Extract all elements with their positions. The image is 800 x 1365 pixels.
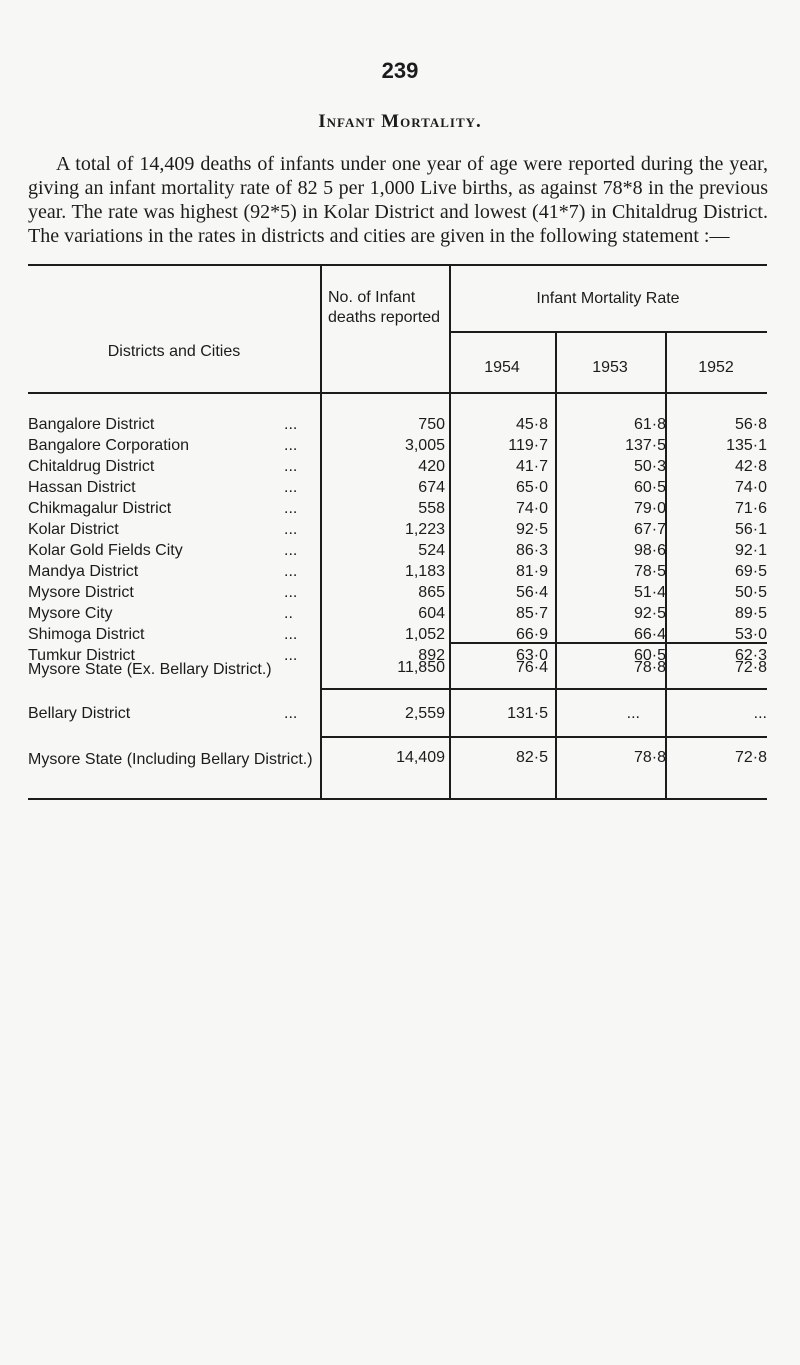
deaths-value: 1,183 — [404, 563, 445, 580]
intro-paragraph — [28, 152, 768, 248]
state-ex-bellary-name: Mysore State (Ex. Bellary District.) — [28, 661, 272, 678]
rate-1954: 74·0 — [515, 500, 548, 517]
rate-1952: 89·5 — [734, 605, 767, 622]
district-name: Shimoga District — [28, 626, 145, 643]
rate-1952: 72·8 — [734, 749, 767, 766]
leader-dots: ... — [284, 458, 298, 475]
rate-1954: 92·5 — [515, 521, 548, 538]
deaths-value: 892 — [418, 647, 445, 664]
rate-1954: 86·3 — [515, 542, 548, 559]
header-1954: 1954 — [484, 359, 520, 376]
leader-dots: ... — [284, 563, 298, 580]
leader-dots: ... — [284, 437, 298, 454]
intro-text: A total of 14,409 deaths of infants under one year of age were reported during the year, giving an infant mortality rate of 82 5 per 1,000 Live births, as against 78*8 in the previous year. The rate was highest (92*5) in Kolar District and lowest (41*7) in Chitaldrug District. The variations in the rates in districts and cities are given in the following statement :— — [28, 153, 768, 247]
rate-1954: 81·9 — [515, 563, 548, 580]
rate-1952: 69·5 — [734, 563, 767, 580]
rate-1954: 63·0 — [515, 647, 548, 664]
state-incl-bellary-name: Mysore State (Including Bellary District.) — [28, 751, 313, 768]
rate-1954: 66·9 — [515, 626, 548, 643]
rate-1954: 65·0 — [515, 479, 548, 496]
leader-dots: ... — [284, 416, 298, 433]
table-bottom-rule — [28, 798, 767, 800]
district-name: Bangalore Corporation — [28, 437, 189, 454]
rate-1952: ... — [753, 705, 767, 722]
rate-1953: 78·8 — [633, 749, 666, 766]
rate-1953: 51·4 — [633, 584, 666, 601]
deaths-value: 11,850 — [397, 659, 445, 676]
rate-subheader-rule — [450, 331, 767, 333]
rate-1954: 41·7 — [515, 458, 548, 475]
deaths-value: 3,005 — [404, 437, 445, 454]
rate-1954: 85·7 — [515, 605, 548, 622]
deaths-value: 558 — [418, 500, 445, 517]
rate-1953: 92·5 — [633, 605, 666, 622]
rate-1954: 45·8 — [515, 416, 548, 433]
rate-1954: 82·5 — [515, 749, 548, 766]
state-incl-top-rule — [321, 736, 767, 738]
leader-dots: ... — [284, 705, 298, 722]
rate-1954: 76·4 — [515, 659, 548, 676]
leader-dots: ... — [284, 626, 298, 643]
rate-1953: 98·6 — [633, 542, 666, 559]
rate-1952: 50·5 — [734, 584, 767, 601]
district-name: Bellary District — [28, 705, 131, 722]
rate-1954: 56·4 — [515, 584, 548, 601]
header-bottom-rule — [28, 392, 767, 394]
header-districts: Districts and Cities — [107, 343, 241, 360]
rate-1953: 67·7 — [633, 521, 666, 538]
rate-1953: 50·3 — [633, 458, 666, 475]
rate-1952: 42·8 — [734, 458, 767, 475]
leader-dots: ... — [284, 584, 298, 601]
deaths-value: 2,559 — [404, 705, 445, 722]
district-name: Kolar District — [28, 521, 119, 538]
state-ex-bellary-row — [28, 659, 767, 703]
leader-dots: ... — [284, 500, 298, 517]
rate-1952: 53·0 — [734, 626, 767, 643]
rate-1952: 74·0 — [734, 479, 767, 496]
leader-dots: ... — [284, 542, 298, 559]
infant-mortality-table — [28, 264, 767, 800]
district-name: Bangalore District — [28, 416, 155, 433]
district-name: Kolar Gold Fields City — [28, 542, 183, 559]
district-name: Hassan District — [28, 479, 136, 496]
header-rate: Infant Mortality Rate — [536, 290, 680, 307]
rate-1953: 79·0 — [633, 500, 666, 517]
rate-1952: 56·1 — [734, 521, 767, 538]
table-top-rule — [28, 264, 767, 266]
deaths-value: 1,052 — [404, 626, 445, 643]
rate-1952: 92·1 — [734, 542, 767, 559]
rate-1952: 71·6 — [734, 500, 767, 517]
page-number: 239 — [381, 58, 419, 83]
rate-1954: 131·5 — [507, 705, 548, 722]
bellary-row — [28, 705, 767, 729]
deaths-value: 524 — [418, 542, 445, 559]
rate-1952: 135·1 — [726, 437, 767, 454]
deaths-value: 604 — [418, 605, 445, 622]
district-name: Mysore City — [28, 605, 113, 622]
rate-1953: 61·8 — [633, 416, 666, 433]
leader-dots: .. — [284, 605, 293, 622]
rate-1953: 78·5 — [633, 563, 666, 580]
deaths-value: 750 — [418, 416, 445, 433]
rate-1953: 78·8 — [633, 659, 666, 676]
district-name: Tumkur District — [28, 647, 135, 664]
rate-1952: 56·8 — [734, 416, 767, 433]
rate-1952: 72·8 — [734, 659, 767, 676]
deaths-value: 420 — [418, 458, 445, 475]
header-1953: 1953 — [592, 359, 628, 376]
rate-1952: 62·3 — [734, 647, 767, 664]
leader-dots: ... — [284, 647, 298, 664]
rate-1953: 137·5 — [625, 437, 666, 454]
district-name: Mandya District — [28, 563, 139, 580]
rate-1954: 119·7 — [508, 437, 548, 454]
district-name: Chikmagalur District — [28, 500, 172, 517]
header-deaths: No. of Infant deaths reported — [328, 289, 441, 326]
rate-1953: 60·5 — [633, 479, 666, 496]
deaths-value: 14,409 — [396, 749, 445, 766]
section-title: Infant Mortality. — [318, 111, 482, 132]
deaths-value: 674 — [418, 479, 445, 496]
district-name: Mysore District — [28, 584, 134, 601]
rate-1953: ... — [626, 705, 640, 722]
leader-dots: ... — [284, 479, 298, 496]
deaths-value: 1,223 — [404, 521, 445, 538]
deaths-value: 865 — [418, 584, 445, 601]
rate-1953: 66·4 — [633, 626, 666, 643]
rate-1953: 60·5 — [633, 647, 666, 664]
state-incl-bellary-row — [28, 749, 767, 793]
district-name: Chitaldrug District — [28, 458, 155, 475]
header-1952: 1952 — [698, 359, 734, 376]
leader-dots: ... — [284, 521, 298, 538]
